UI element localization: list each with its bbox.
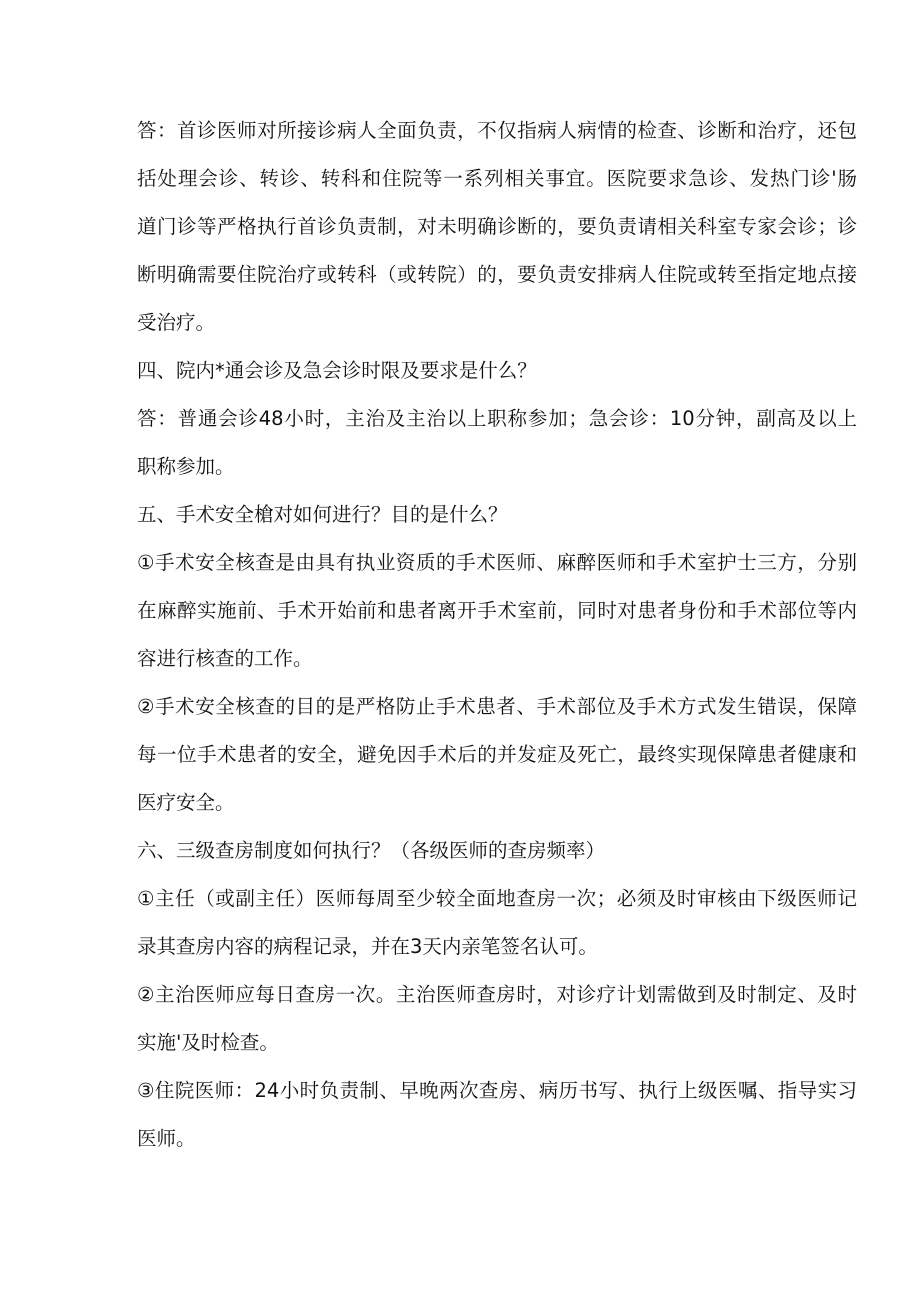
answer-4-line-2: 括处理会诊、转诊、转科和住院等一系列相关事宜。医院要求急诊、发热门诊'肠 [137, 167, 857, 190]
answer-4-line-5: 受治疗。 [137, 311, 216, 334]
answer-7-point-2-line-1: ②主治医师应每日查房一次。主治医师查房时，对诊疗计划需做到及时制定、及时 [137, 983, 857, 1006]
answer-7-point-3-line-1: ③住院医师：24小时负责制、早晚两次查房、病历书写、执行上级医嘱、指导实习 [137, 1079, 857, 1102]
answer-7-point-1-line-1: ①主任（或副主任）医师每周至少较全面地查房一次；必须及时审核由下级医师记 [137, 887, 857, 910]
document-page [137, 114, 857, 1170]
answer-7-point-1-line-2: 录其查房内容的病程记录，并在3天内亲笔签名认可。 [137, 935, 598, 958]
answer-5-line-2: 职称参加。 [137, 455, 235, 478]
answer-4-line-4: 断明确需要住院治疗或转科（或转院）的，要负责安排病人住院或转至指定地点接 [137, 263, 857, 286]
question-6-heading: 六、三级查房制度如何执行？（各级医师的查房频率） [137, 839, 606, 862]
question-4-heading: 四、院内*通会诊及急会诊时限及要求是什么？ [137, 359, 537, 382]
answer-7-point-3-line-2: 医师。 [137, 1127, 196, 1150]
question-5-heading: 五、手术安全槍对如何进行？目的是什么？ [137, 503, 508, 526]
answer-6-point-1-line-2: 在麻醉实施前、手术开始前和患者离开手术室前，同时对患者身份和手术部位等内 [137, 599, 857, 622]
answer-6-point-1-line-3: 容进行核查的工作。 [137, 647, 313, 670]
answer-4-line-3: 道门诊等严格执行首诊负责制，对未明确诊断的，要负责请相关科室专家会诊；诊 [137, 215, 857, 238]
answer-6-point-1-line-1: ①手术安全核查是由具有执业资质的手术医师、麻醉医师和手术室护士三方，分别 [137, 551, 857, 574]
answer-6-point-2-line-1: ②手术安全核查的目的是严格防止手术患者、手术部位及手术方式发生错误，保障 [137, 695, 857, 718]
answer-6-point-2-line-2: 每一位手术患者的安全，避免因手术后的并发症及死亡，最终实现保障患者健康和 [137, 743, 857, 766]
answer-5-line-1: 答：普通会诊48小时，主治及主治以上职称参加；急会诊：10分钟，副高及以上 [137, 407, 857, 430]
answer-4-line-1: 答：首诊医师对所接诊病人全面负责，不仅指病人病情的检查、诊断和治疗，还包 [137, 119, 857, 142]
answer-7-point-2-line-2: 实施'及时检查。 [137, 1031, 279, 1054]
answer-6-point-2-line-3: 医疗安全。 [137, 791, 235, 814]
